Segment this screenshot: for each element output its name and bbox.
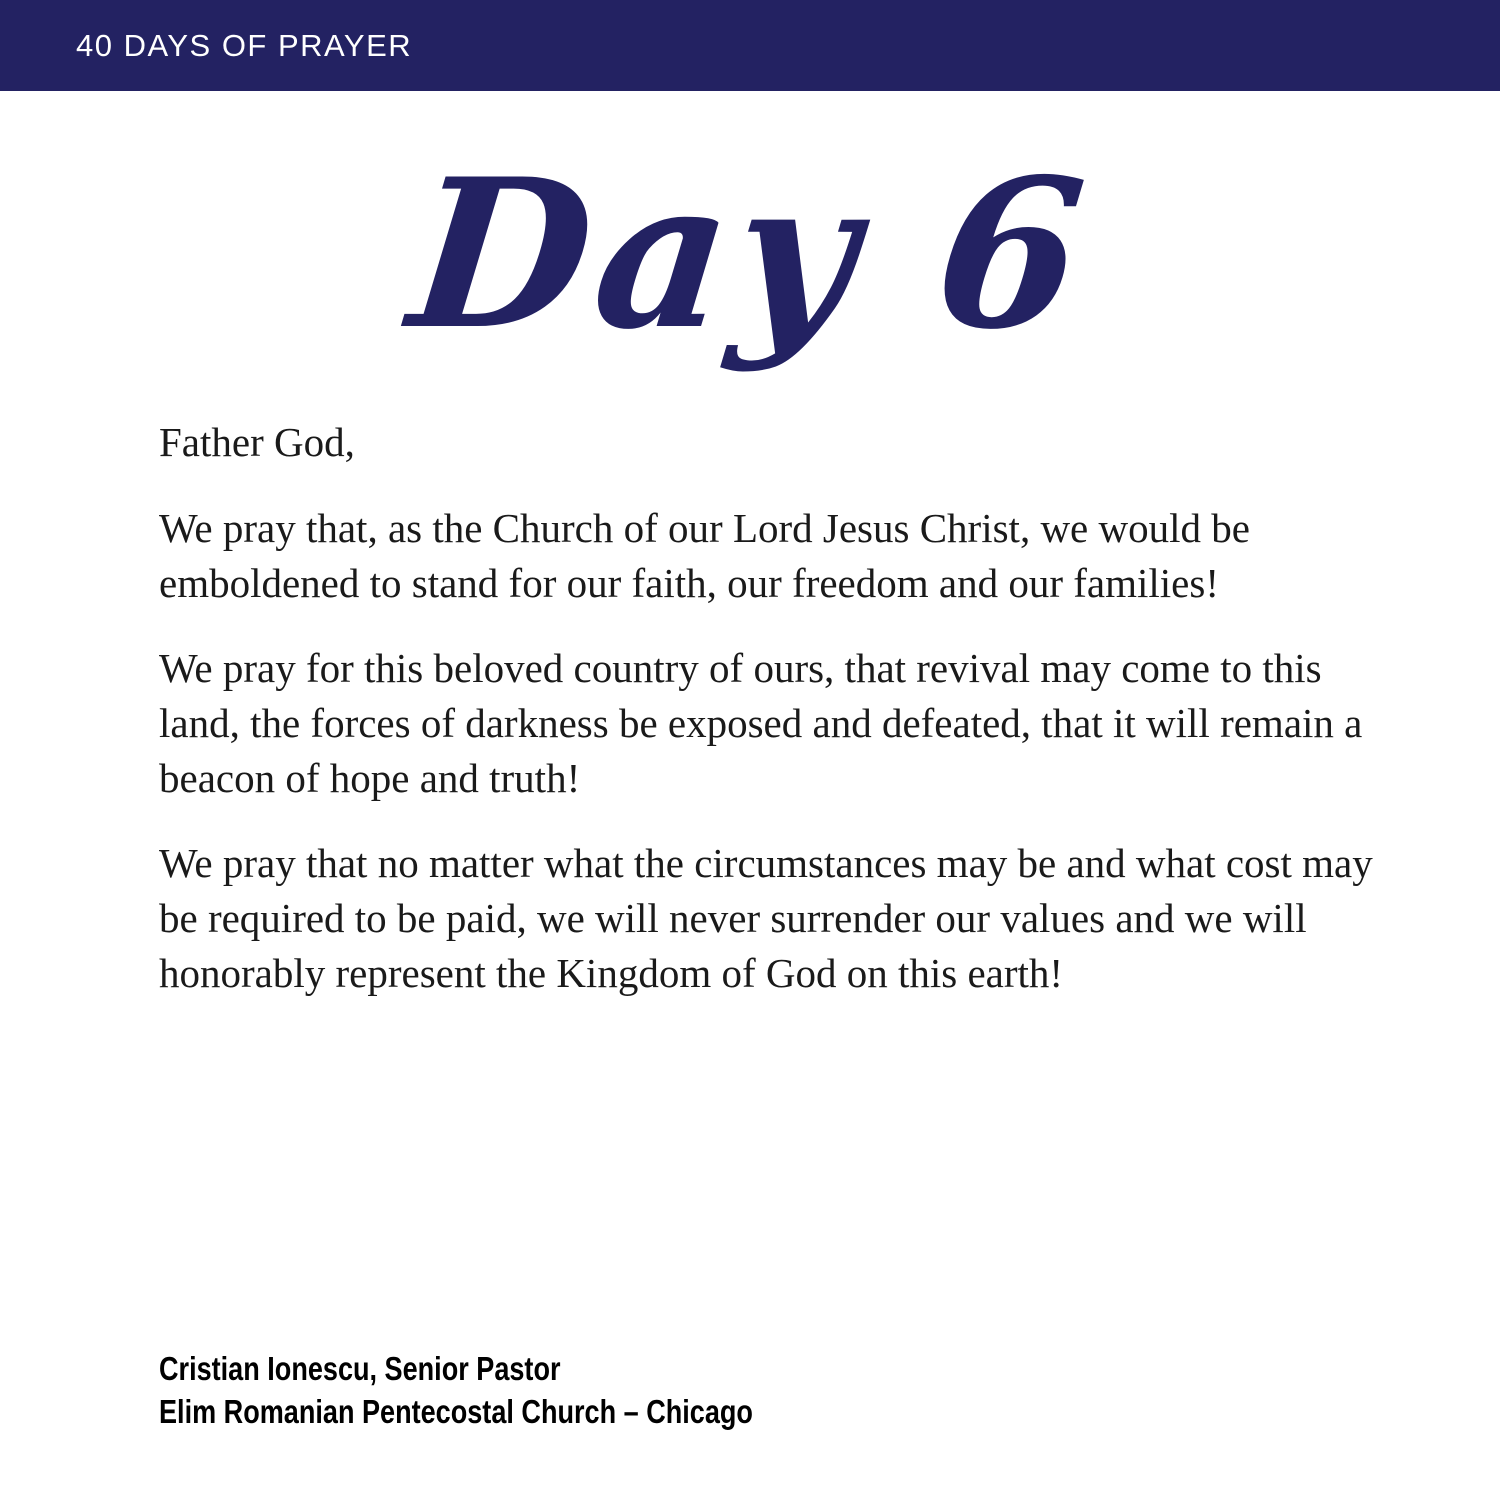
signature-block [159, 1347, 753, 1433]
signature-church: Elim Romanian Pentecostal Church – Chicago [159, 1393, 753, 1430]
prayer-paragraph: We pray for this beloved country of ours, that revival may come to this land, the forces of darkness be exposed and defeated, that it will remain a beacon of hope and truth! [159, 645, 1363, 801]
signature-name: Cristian Ionescu, Senior Pastor [159, 1350, 561, 1387]
header-bar [0, 0, 1500, 91]
prayer-paragraph: We pray that no matter what the circumstances may be and what cost may be required to be paid, we will never surrender our values and we will honorably represent the Kingdom of God on this earth! [159, 840, 1373, 996]
prayer-body [159, 415, 1379, 1031]
prayer-paragraph: We pray that, as the Church of our Lord Jesus Christ, we would be emboldened to stand for our faith, our freedom and our families! [159, 505, 1250, 606]
series-title: 40 DAYS OF PRAYER [76, 28, 413, 63]
day-heading: Day 6 [400, 135, 1100, 375]
prayer-salutation: Father God, [159, 419, 355, 465]
